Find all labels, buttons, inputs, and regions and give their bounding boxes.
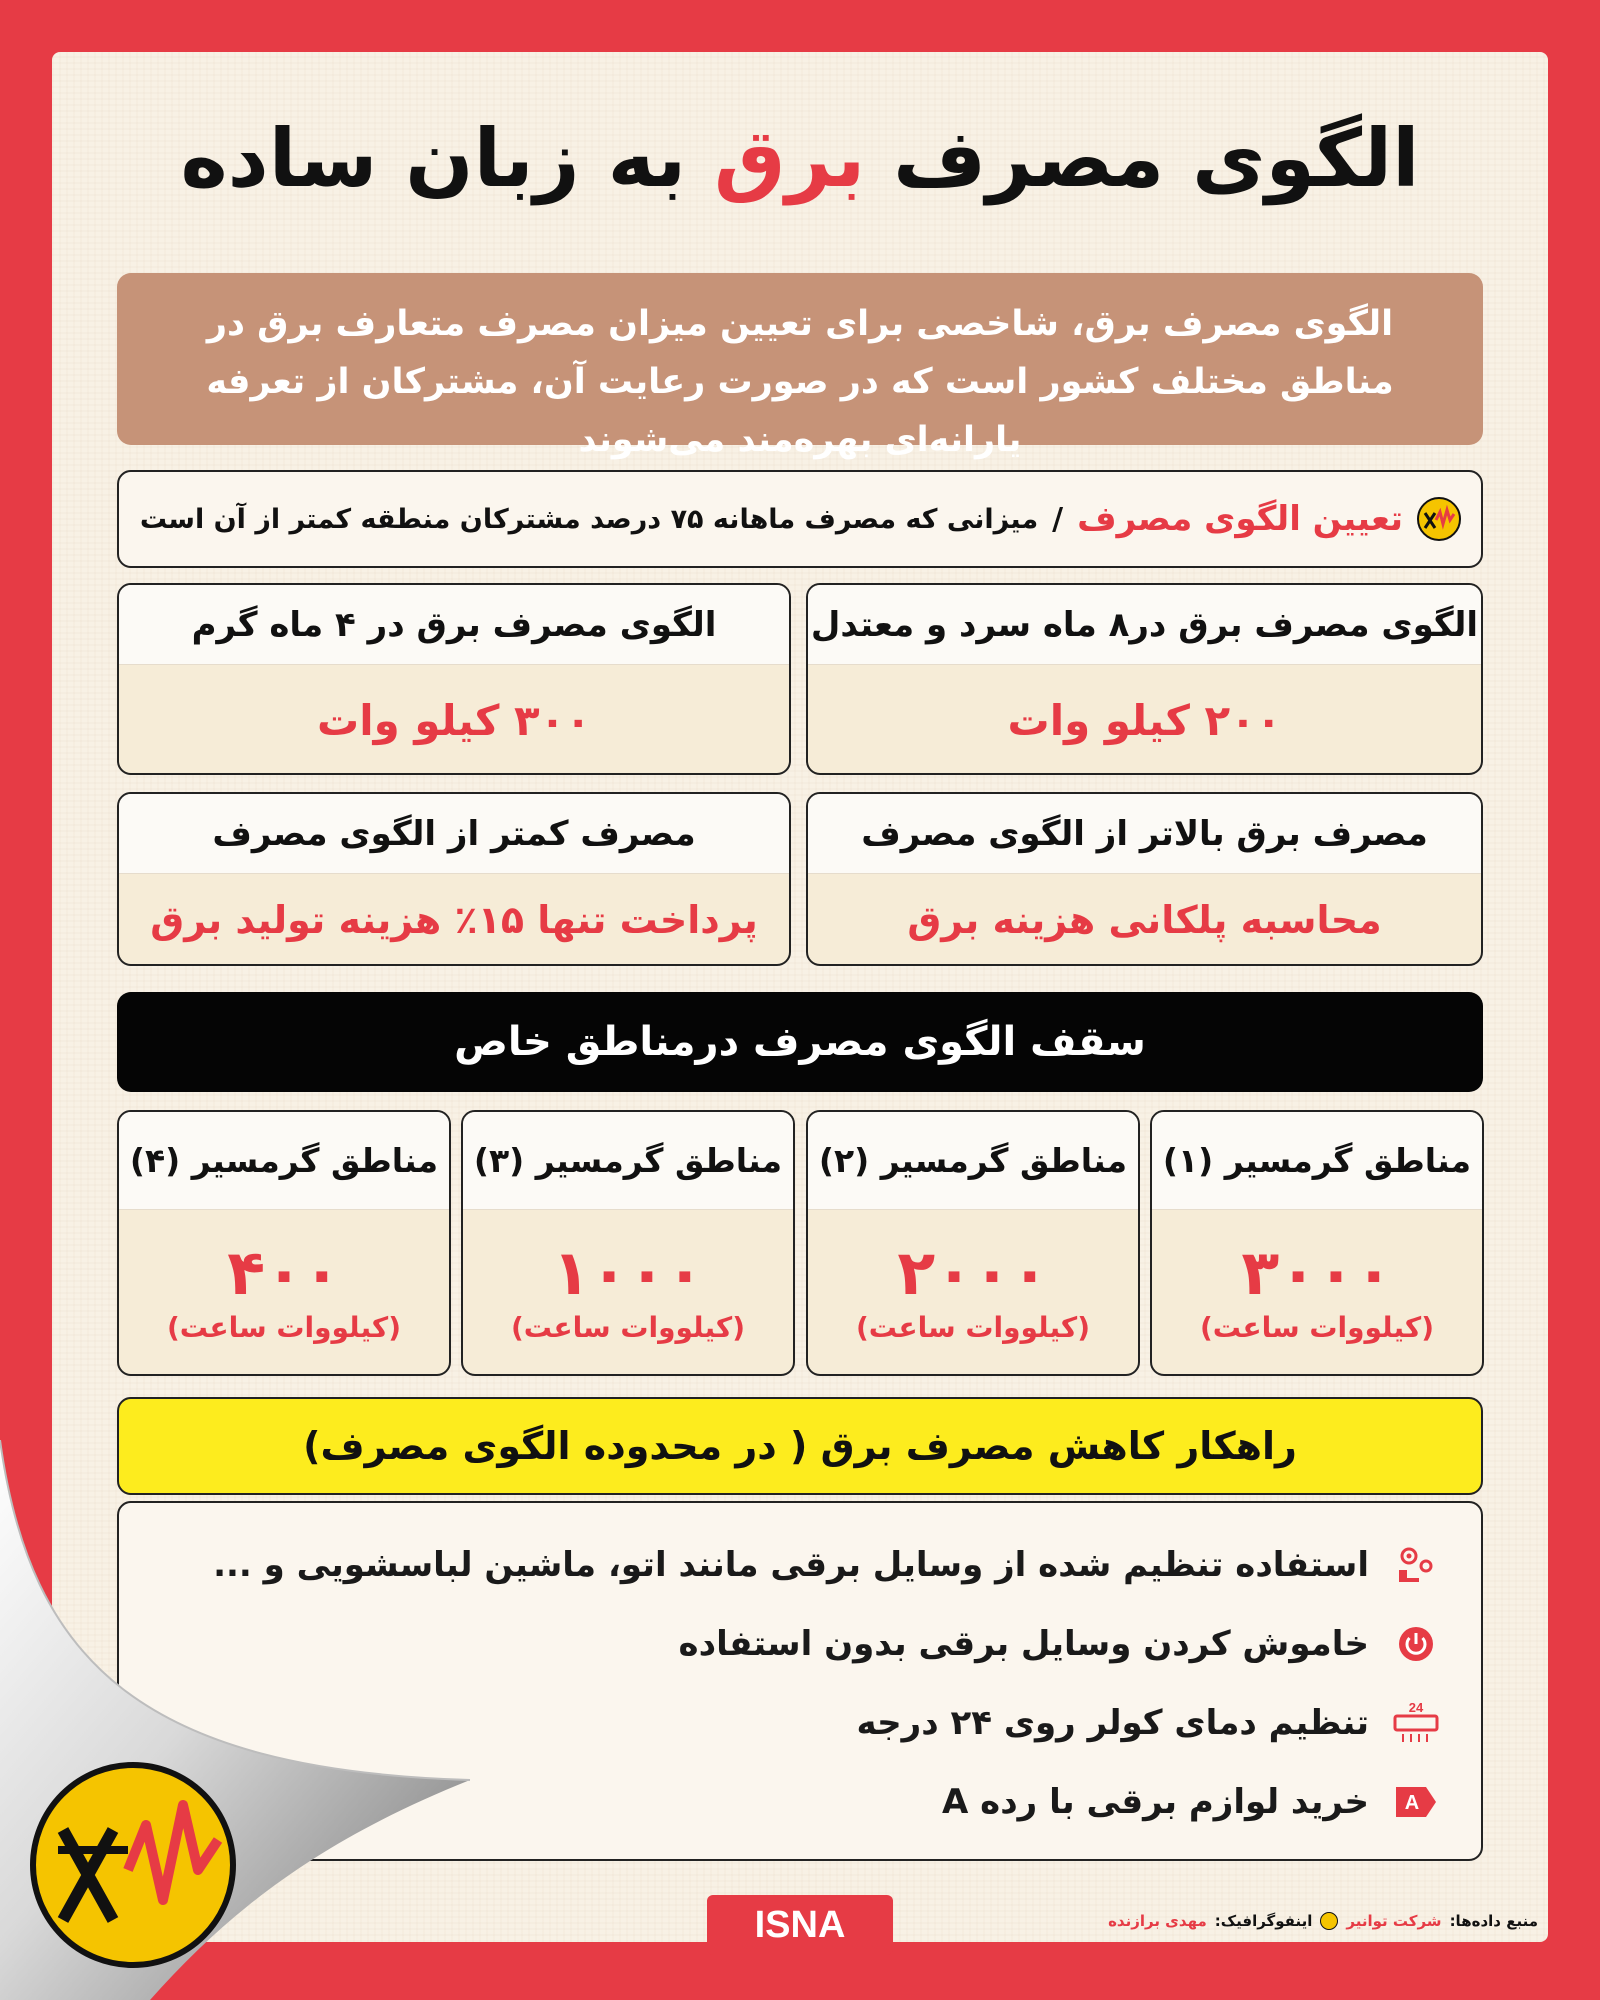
definition-box	[117, 470, 1483, 568]
zone-card-2	[806, 1110, 1140, 1376]
zone-number: ۳۰۰۰	[1241, 1236, 1393, 1309]
pattern-card-head: الگوی مصرف برق در۸ ماه سرد و معتدل	[808, 585, 1481, 665]
pattern-card-value: پرداخت تنها ۱۵٪ هزینه تولید برق	[150, 898, 758, 942]
zone-value	[119, 1210, 449, 1376]
pattern-card-head: مصرف برق بالاتر از الگوی مصرف	[808, 794, 1481, 874]
tip-text: تنظیم دمای کولر روی ۲۴ درجه	[856, 1702, 1369, 1743]
pattern-card-hot	[117, 583, 791, 775]
zone-number: ۴۰۰	[227, 1236, 341, 1309]
definition-separator: /	[1052, 501, 1064, 537]
zone-head: مناطق گرمسیر (۴)	[119, 1112, 449, 1210]
energy-label-letter: A	[1404, 1791, 1420, 1814]
zone-head: مناطق گرمسیر (۳)	[463, 1112, 793, 1210]
zone-head: مناطق گرمسیر (۱)	[1152, 1112, 1482, 1210]
zone-card-1	[1150, 1110, 1484, 1376]
zone-number: ۲۰۰۰	[897, 1236, 1049, 1309]
zone-unit: (کیلووات ساعت)	[511, 1311, 745, 1344]
pattern-card-below	[117, 792, 791, 966]
zone-value	[463, 1210, 793, 1376]
zone-unit: (کیلووات ساعت)	[167, 1311, 401, 1344]
design-label: اینفوگرافیک:	[1214, 1912, 1313, 1930]
tip-text: خرید لوازم برقی با رده A	[941, 1781, 1369, 1822]
zone-card-3	[461, 1110, 795, 1376]
zone-number: ۱۰۰۰	[552, 1236, 704, 1309]
tip-text: استفاده تنظیم شده از وسایل برقی مانند اتو، ماشین لباسشویی و ...	[213, 1544, 1369, 1585]
title-part-2: برق	[713, 112, 866, 205]
air-conditioner-icon	[1391, 1698, 1441, 1748]
settings-hand-icon	[1391, 1540, 1441, 1590]
pattern-card-value: محاسبه پلکانی هزینه برق	[907, 898, 1382, 942]
title-part-1: الگوی مصرف	[893, 112, 1420, 205]
pattern-card-cold	[806, 583, 1483, 775]
pattern-card-head: مصرف کمتر از الگوی مصرف	[119, 794, 789, 874]
zone-value	[808, 1210, 1138, 1376]
zone-head: مناطق گرمسیر (۲)	[808, 1112, 1138, 1210]
solutions-title: راهکار کاهش مصرف برق ( در محدوده الگوی مصرف)	[117, 1397, 1483, 1495]
tavanir-big-logo-icon	[28, 1760, 238, 1970]
designer-name: مهدی برازنده	[1108, 1912, 1207, 1930]
intro-text: الگوی مصرف برق، شاخصی برای تعیین میزان مصرف متعارف برق در مناطق مختلف کشور است که در صورت رعایت آن، مشترکان از تعرفه یارانه‌ای بهره‌مند می‌شوند	[117, 273, 1483, 445]
source-label: منبع داده‌ها:	[1449, 1912, 1538, 1930]
source-name: شرکت توانیر	[1346, 1912, 1442, 1930]
definition-text: میزانی که مصرف ماهانه ۷۵ درصد مشترکان منطقه کمتر از آن است	[139, 503, 1039, 535]
source-logo-icon	[1320, 1912, 1338, 1930]
pattern-card-value: ۲۰۰ کیلو وات	[1007, 695, 1282, 745]
tavanir-logo-icon	[1417, 497, 1461, 541]
pattern-card-value: ۳۰۰ کیلو وات	[317, 695, 591, 745]
title-part-3: به زبان ساده	[180, 112, 687, 205]
ac-temp-label: 24	[1408, 1699, 1424, 1715]
page-title	[52, 112, 1548, 205]
definition-label: تعیین الگوی مصرف	[1077, 499, 1403, 539]
pattern-card-head: الگوی مصرف برق در ۴ ماه گرم	[119, 585, 789, 665]
pattern-card-above	[806, 792, 1483, 966]
zone-card-4	[117, 1110, 451, 1376]
zone-unit: (کیلووات ساعت)	[1200, 1311, 1434, 1344]
zone-value	[1152, 1210, 1482, 1376]
power-icon	[1391, 1619, 1441, 1669]
special-zones-title: سقف الگوی مصرف درمناطق خاص	[117, 992, 1483, 1092]
zone-unit: (کیلووات ساعت)	[856, 1311, 1090, 1344]
source-credits	[1108, 1912, 1538, 1930]
tip-text: خاموش کردن وسایل برقی بدون استفاده	[678, 1623, 1369, 1664]
isna-brand: ISNA	[707, 1895, 893, 1955]
energy-label-icon	[1391, 1777, 1441, 1827]
